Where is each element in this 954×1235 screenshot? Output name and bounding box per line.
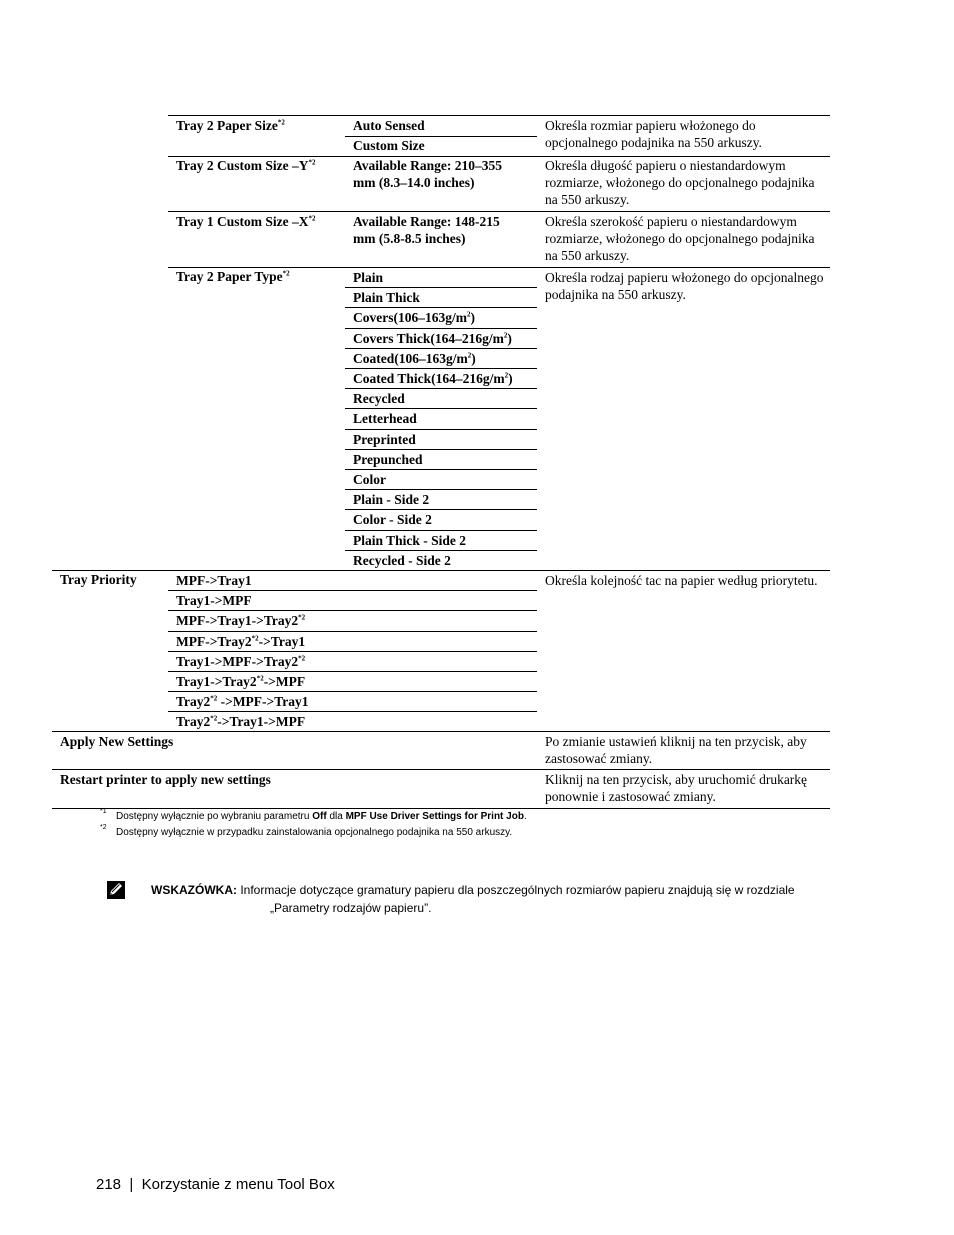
tray-priority-option: MPF->Tray1 bbox=[176, 573, 252, 588]
footnote-1: Dostępny wyłącznie po wybraniu parametru Off dla MPF Use Driver Settings for Print Job. bbox=[116, 811, 527, 822]
paper-type-option: Plain Thick bbox=[353, 290, 420, 306]
paper-type-option: $Covers(106-163g/m^2)$ bbox=[353, 310, 475, 326]
page-number: 218 bbox=[96, 1176, 122, 1193]
cell-divider bbox=[345, 530, 537, 531]
paper-type-option: Plain Thick - Side 2 bbox=[353, 532, 467, 548]
value-range-x-line1: Available Range: 148-215 bbox=[353, 214, 500, 229]
footer-separator: | bbox=[129, 1176, 134, 1193]
note-line-2: „Parametry rodzajów papieru”. bbox=[270, 901, 432, 915]
apply-new-settings-button[interactable]: Apply New Settings bbox=[60, 734, 174, 749]
setting-label-tray-priority: Tray Priority bbox=[60, 572, 137, 587]
paper-type-option: Coated $Thick(164-216g/m^2)$ bbox=[353, 371, 513, 386]
paper-type-option: Plain - Side 2 bbox=[353, 492, 430, 508]
chapter-title: Korzystanie z menu Tool Box bbox=[141, 1176, 335, 1193]
footnote-mark-2: *2 bbox=[100, 824, 107, 831]
tray-priority-option: $Tray1->MPF->Tray2^{*2}$ bbox=[176, 653, 306, 669]
tray-priority-option: MPF-$>Tray1->Tray2^{*2}$ bbox=[176, 613, 306, 629]
value-auto-sensed: Auto Sensed bbox=[353, 118, 425, 133]
paper-type-option: Color - Side 2 bbox=[353, 512, 432, 528]
paper-type-option: Color bbox=[353, 472, 386, 487]
note-label: WSKAZÓWKA: bbox=[151, 883, 237, 897]
cell-divider bbox=[345, 368, 537, 369]
restart-printer-button[interactable]: Restart printer to apply new settings bbox=[60, 772, 271, 787]
cell-divider bbox=[168, 610, 537, 611]
value-range-y-line1: Available Range: 210–355 bbox=[353, 158, 502, 173]
cell-divider bbox=[345, 469, 537, 470]
tray-priority-option: Tray1->MPF bbox=[176, 593, 252, 609]
desc-restart: Kliknij na ten przycisk, aby uruchomić drukarkę ponownie i zastosować zmiany. bbox=[545, 772, 808, 804]
setting-label-tray2-paper-type: Tray 2 Paper Type$^{*2}$ bbox=[176, 269, 290, 284]
tray-priority-option: $Tray1->Tray2^{*2}->MPF$ bbox=[176, 674, 306, 689]
desc-tray2-paper-size: Określa rozmiar papieru włożonego do opcjonalnego podajnika na 550 arkuszy. bbox=[545, 118, 762, 150]
paper-type-option: Recycled - Side 2 bbox=[353, 552, 451, 568]
desc-apply: Po zmianie ustawień kliknij na ten przycisk, aby zastosować zmiany. bbox=[545, 734, 807, 766]
desc-tray2-custom-y: Określa długość papieru o niestandardowym rozmiarze, włożonego do opcjonalnego podajnika na 550 arkuszy. bbox=[545, 158, 815, 207]
desc-tray-priority: Określa kolejność tac na papier według priorytetu. bbox=[545, 573, 818, 588]
cell-divider bbox=[345, 287, 537, 288]
row-divider bbox=[52, 731, 830, 732]
cell-divider bbox=[168, 590, 537, 591]
cell-divider bbox=[345, 550, 537, 551]
value-custom-size: Custom Size bbox=[353, 138, 425, 153]
table-bottom-border bbox=[52, 808, 830, 809]
cell-divider bbox=[345, 388, 537, 389]
paper-type-option: Plain bbox=[353, 270, 384, 285]
pencil-note-icon bbox=[106, 880, 126, 900]
tray-priority-option: MPF-$>Tray2^{*2}->Tray1$ bbox=[176, 633, 306, 649]
cell-divider bbox=[168, 711, 537, 712]
cell-divider bbox=[168, 691, 537, 692]
tray-priority-option: Tray2$^{*2}$ ->MPF->Tray1 bbox=[176, 694, 309, 710]
paper-type-option: $Coated(106-163g/m^2)$ bbox=[353, 350, 476, 366]
cell-divider bbox=[168, 631, 537, 632]
setting-label-tray2-paper-size: Tray 2 Paper Size$^{*2}$ bbox=[176, 118, 285, 133]
page-footer bbox=[96, 1176, 335, 1193]
setting-label-tray2-custom-y: Tray 2 Custom Size $-Y^{*2}$ bbox=[176, 158, 316, 173]
paper-type-option: Preprinted bbox=[353, 431, 416, 447]
tray-priority-option: $Tray2^{*2}->Tray1->MPF$ bbox=[176, 714, 306, 730]
cell-divider bbox=[345, 328, 537, 329]
cell-divider bbox=[345, 348, 537, 349]
desc-tray2-paper-type: Określa rodzaj papieru włożonego do opcjonalnego podajnika na 550 arkuszy. bbox=[545, 270, 824, 302]
paper-type-option: Recycled bbox=[353, 391, 405, 407]
footnote-2: Dostępny wyłącznie w przypadku zainstalowania opcjonalnego podajnika na 550 arkuszy. bbox=[116, 827, 513, 838]
cell-divider bbox=[345, 408, 537, 409]
cell-divider bbox=[345, 509, 537, 510]
cell-divider bbox=[345, 449, 537, 450]
paper-type-option: Letterhead bbox=[353, 411, 417, 427]
desc-tray1-custom-x: Określa szerokość papieru o niestandardowym rozmiarze, włożonego do opcjonalnego podajnika na 550 arkuszy. bbox=[545, 214, 815, 263]
cell-divider bbox=[168, 671, 537, 672]
row-divider bbox=[52, 570, 830, 571]
row-divider bbox=[168, 211, 830, 212]
paper-type-option: Covers $Thick(164-216g/m^2)$ bbox=[353, 330, 512, 346]
paper-type-option: Prepunched bbox=[353, 451, 423, 467]
row-divider bbox=[168, 115, 830, 116]
cell-divider bbox=[345, 429, 537, 430]
cell-divider bbox=[345, 489, 537, 490]
value-range-x-line2: mm (5.8-8.5 inches) bbox=[353, 231, 466, 246]
row-divider bbox=[52, 769, 830, 770]
note-line-1: WSKAZÓWKA: Informacje dotyczące gramatury papieru dla poszczególnych rozmiarów papieru znajdują się w rozdziale bbox=[151, 883, 795, 897]
setting-label-tray1-custom-x: Tray 1 Custom Size $-X^{*2}$ bbox=[176, 214, 316, 229]
footnote-mark-1: *1 bbox=[100, 808, 107, 815]
cell-divider bbox=[168, 651, 537, 652]
value-range-y-line2: mm (8.3–14.0 inches) bbox=[353, 175, 475, 190]
cell-divider bbox=[345, 307, 537, 308]
